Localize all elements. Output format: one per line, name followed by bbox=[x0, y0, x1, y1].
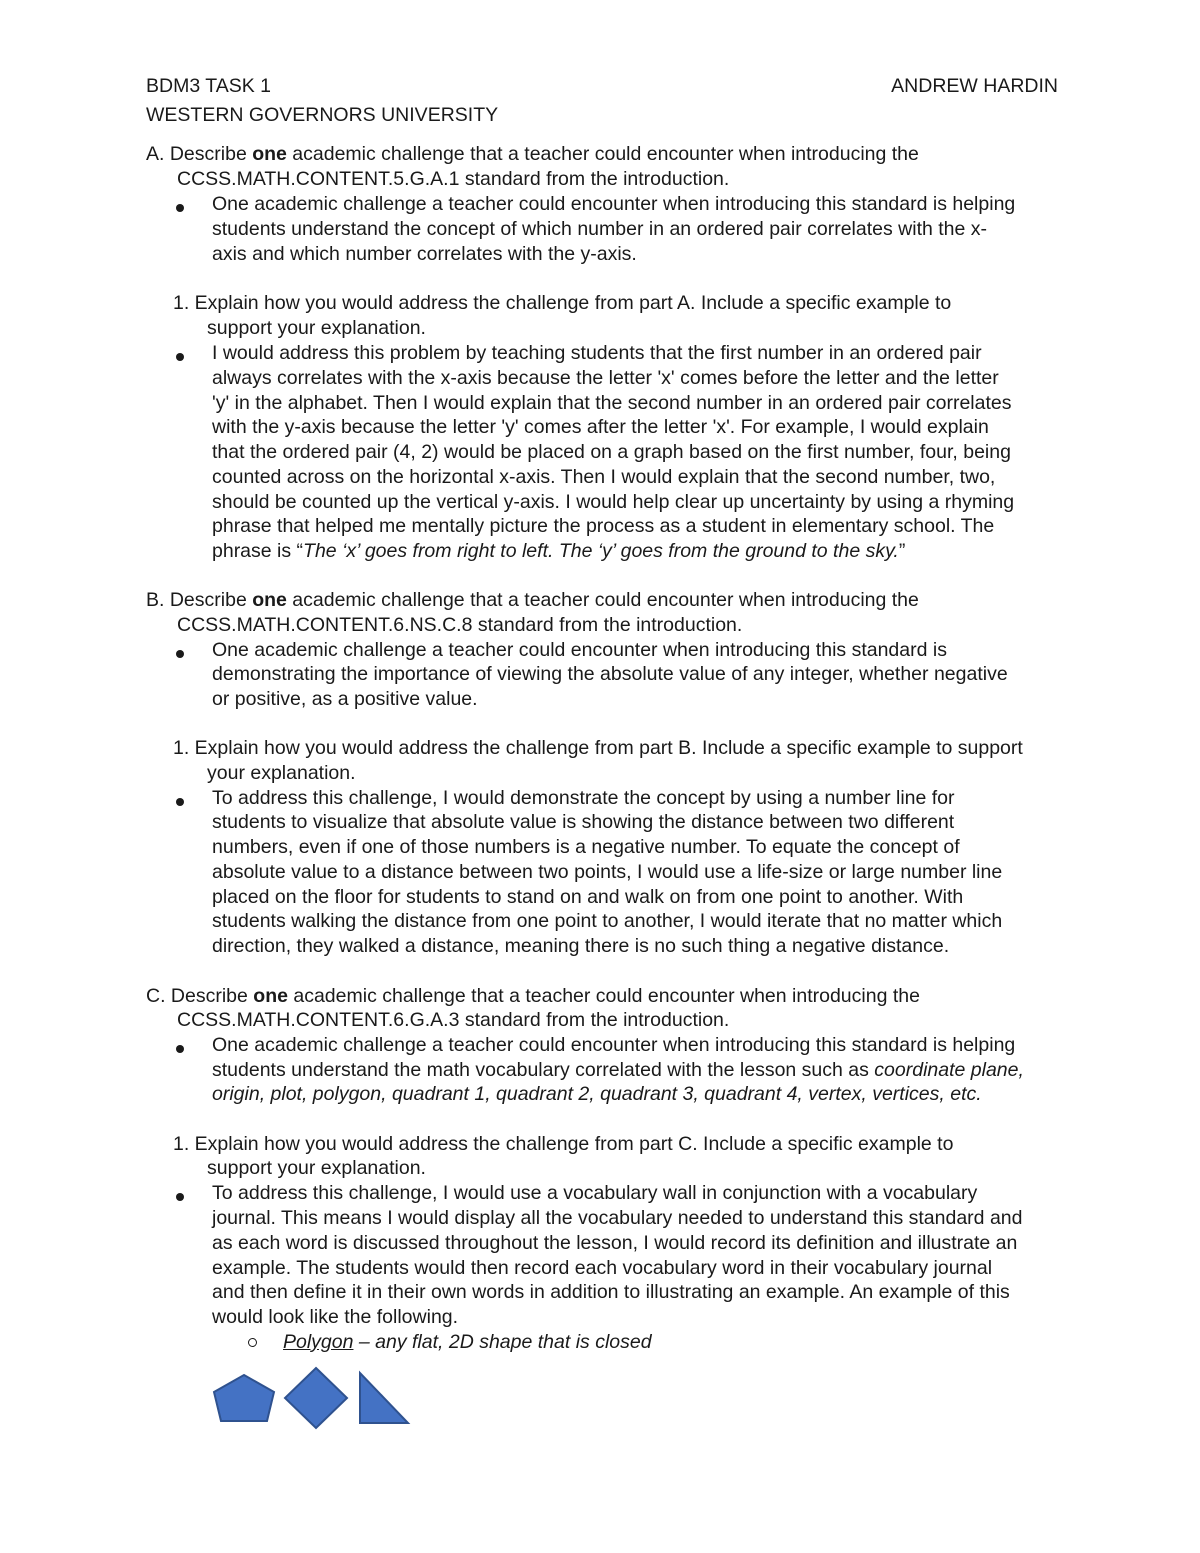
section-b-question-1: 1. Explain how you would address the challenge from part B. Include a specific example to support bbox=[173, 737, 1023, 759]
section-a-q1-answer-line: I would address this problem by teaching students that the first number in an ordered pair bbox=[212, 342, 982, 364]
section-a-q1-answer-line: counted across on the horizontal x-axis. Then I would explain that the second number, two, bbox=[212, 466, 996, 488]
section-b-answer-line: One academic challenge a teacher could encounter when introducing this standard is bbox=[212, 639, 947, 661]
section-a-q1-answer-line: that the ordered pair (4, 2) would be placed on a graph based on the first number, four, being bbox=[212, 441, 1011, 463]
section-c-q1-answer-line: and then define it in their own words in addition to illustrating an example. An example of this bbox=[212, 1281, 1010, 1303]
section-a-q1-answer-line: with the y-axis because the letter 'y' comes after the letter 'x'. For example, I would explain bbox=[212, 416, 989, 438]
section-a-prompt-line2: CCSS.MATH.CONTENT.5.G.A.1 standard from the introduction. bbox=[177, 168, 730, 190]
course-title: BDM3 TASK 1 bbox=[146, 75, 271, 97]
section-a-prompt: A. Describe one academic challenge that a teacher could encounter when introducing the bbox=[146, 143, 919, 165]
vocabulary-example: Polygon – any flat, 2D shape that is closed bbox=[283, 1331, 652, 1353]
bullet-icon bbox=[176, 1193, 184, 1201]
university-name: WESTERN GOVERNORS UNIVERSITY bbox=[146, 104, 499, 126]
section-a-answer-line: axis and which number correlates with the y-axis. bbox=[212, 243, 637, 265]
diamond-shape bbox=[283, 1366, 349, 1430]
section-a-q1-answer-line: phrase that helped me mentally picture the process as a student in elementary school. The bbox=[212, 515, 995, 537]
section-b-answer-line: demonstrating the importance of viewing the absolute value of any integer, whether negative bbox=[212, 663, 1008, 685]
section-c-q1-answer-line: journal. This means I would display all the vocabulary needed to understand this standard and bbox=[212, 1207, 1023, 1229]
section-c-prompt-line2: CCSS.MATH.CONTENT.6.G.A.3 standard from the introduction. bbox=[177, 1009, 730, 1031]
section-a-question-1: 1. Explain how you would address the challenge from part A. Include a specific example to bbox=[173, 292, 952, 314]
section-c-q1-answer-line: To address this challenge, I would use a vocabulary wall in conjunction with a vocabulary bbox=[212, 1182, 978, 1204]
bullet-icon bbox=[176, 1045, 184, 1053]
rhyming-phrase-line: phrase is “The ‘x’ goes from right to left. The ‘y’ goes from the ground to the sky.” bbox=[212, 540, 906, 562]
vocabulary-list-line: origin, plot, polygon, quadrant 1, quadrant 2, quadrant 3, quadrant 4, vertex, vertices, etc. bbox=[212, 1083, 982, 1105]
section-a-q1-answer-line: always correlates with the x-axis because the letter 'x' comes before the letter and the letter bbox=[212, 367, 999, 389]
bullet-icon bbox=[176, 204, 184, 212]
section-b-q1-answer-line: direction, they walked a distance, meaning there is no such thing a negative distance. bbox=[212, 935, 950, 957]
pentagon-shape bbox=[212, 1373, 276, 1423]
section-b-prompt-line2: CCSS.MATH.CONTENT.6.NS.C.8 standard from the introduction. bbox=[177, 614, 743, 636]
section-c-answer-line: One academic challenge a teacher could encounter when introducing this standard is helping bbox=[212, 1034, 1016, 1056]
section-a-q1-answer-line: 'y' in the alphabet. Then I would explain that the second number in an ordered pair correlates bbox=[212, 392, 1012, 414]
section-b-answer-line: or positive, as a positive value. bbox=[212, 688, 478, 710]
author-name: ANDREW HARDIN bbox=[891, 75, 1058, 97]
right-triangle-shape bbox=[357, 1370, 411, 1426]
bullet-icon bbox=[176, 353, 184, 361]
section-a-q1-answer-line: should be counted up the vertical y-axis. I would help clear up uncertainty by using a rhyming bbox=[212, 491, 1015, 513]
section-b-q1-answer-line: To address this challenge, I would demonstrate the concept by using a number line for bbox=[212, 787, 955, 809]
bullet-icon bbox=[176, 650, 184, 658]
bullet-icon bbox=[176, 798, 184, 806]
section-b-prompt: B. Describe one academic challenge that a teacher could encounter when introducing the bbox=[146, 589, 919, 611]
section-c-prompt: C. Describe one academic challenge that a teacher could encounter when introducing the bbox=[146, 985, 920, 1007]
section-c-q1-answer-line: example. The students would then record each vocabulary word in their vocabulary journal bbox=[212, 1257, 993, 1279]
section-b-q1-answer-line: students to visualize that absolute value is showing the distance between two different bbox=[212, 811, 955, 833]
section-c-q1-answer-line: as each word is discussed throughout the lesson, I would record its definition and illustrate an bbox=[212, 1232, 1018, 1254]
section-b-question-1-line2: your explanation. bbox=[207, 762, 356, 784]
section-b-q1-answer-line: placed on the floor for students to stand on and walk on from one point to another. With bbox=[212, 886, 964, 908]
section-a-question-1-line2: support your explanation. bbox=[207, 317, 426, 339]
section-b-q1-answer-line: numbers, even if one of those numbers is a negative number. To equate the concept of bbox=[212, 836, 960, 858]
section-a-answer-line: One academic challenge a teacher could encounter when introducing this standard is helping bbox=[212, 193, 1016, 215]
open-circle-bullet-icon bbox=[248, 1338, 257, 1347]
section-c-answer-line: students understand the math vocabulary correlated with the lesson such as coordinate plane, bbox=[212, 1059, 1024, 1081]
section-c-question-1: 1. Explain how you would address the challenge from part C. Include a specific example to bbox=[173, 1133, 954, 1155]
section-b-q1-answer-line: students walking the distance from one point to another, I would iterate that no matter which bbox=[212, 910, 1003, 932]
section-a-answer-line: students understand the concept of which number in an ordered pair correlates with the x- bbox=[212, 218, 988, 240]
section-b-q1-answer-line: absolute value to a distance between two points, I would use a life-size or large number line bbox=[212, 861, 1003, 883]
section-c-question-1-line2: support your explanation. bbox=[207, 1157, 426, 1179]
section-c-q1-answer-line: would look like the following. bbox=[212, 1306, 459, 1328]
